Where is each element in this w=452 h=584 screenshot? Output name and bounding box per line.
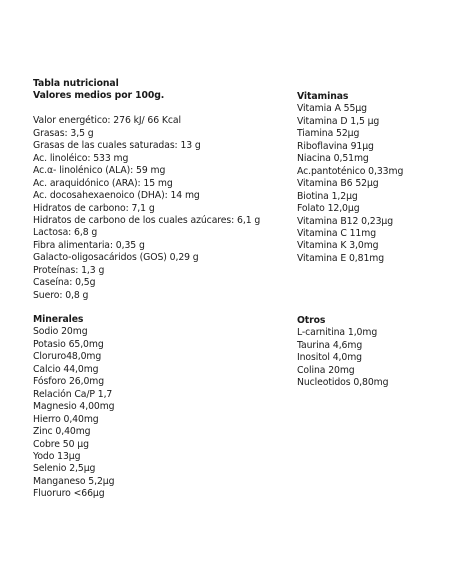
minerals-section [33, 314, 114, 501]
vitamin-item: Vitamia A 55µg [297, 103, 367, 115]
spacer [33, 103, 260, 115]
vitamin-item: Vitamina E 0,81mg [297, 252, 385, 264]
nutrition-item-ala: Ac.α- linolénico (ALA): 59 mg [33, 165, 166, 177]
vitamin-item: Folato 12,0µg [297, 203, 360, 215]
nutrition-item-protein: Proteínas: 1,3 g [33, 264, 105, 276]
vitamin-item: Biotina 1,2µg [297, 190, 358, 202]
vitamin-item: Vitamina K 3,0mg [297, 240, 379, 252]
vitamins-list [297, 103, 403, 265]
nutrition-item-carbs: Hidratos de carbono: 7,1 g [33, 202, 155, 214]
mineral-item: Selenio 2,5µg [33, 463, 96, 475]
mineral-item: Fósforo 26,0mg [33, 376, 105, 388]
nutrition-item-dha: Ac. docosahexaenoico (DHA): 14 mg [33, 190, 200, 202]
nutrition-item-sugars: Hidratos de carbono de los cuales azúcares: 6,1 g [33, 214, 261, 226]
nutrition-item-gos: Galacto-oligosacáridos (GOS) 0,29 g [33, 252, 199, 264]
other-item: Inositol 4,0mg [297, 352, 362, 364]
mineral-item: Sodio 20mg [33, 326, 88, 338]
others-list [297, 327, 388, 389]
mineral-item: Magnesio 4,00mg [33, 401, 115, 413]
mineral-item: Yodo 13µg [33, 450, 81, 462]
mineral-item: Fluoruro <66µg [33, 488, 105, 500]
nutrition-item-fiber: Fibra alimentaria: 0,35 g [33, 239, 145, 251]
vitamin-item: Riboflavina 91µg [297, 140, 374, 152]
nutrition-item-lactose: Lactosa: 6,8 g [33, 227, 98, 239]
vitamin-item: Ac.pantoténico 0,33mg [297, 165, 404, 177]
mineral-item: Calcio 44,0mg [33, 363, 99, 375]
others-title: Otros [297, 315, 326, 326]
others-section [297, 315, 388, 390]
vitamin-item: Vitamina C 11mg [297, 227, 376, 239]
mineral-item: Cloruro48,0mg [33, 351, 102, 363]
other-item: Nucleotidos 0,80mg [297, 377, 389, 389]
mineral-item: Manganeso 5,2µg [33, 475, 115, 487]
mineral-item: Zinc 0,40mg [33, 426, 91, 438]
vitamins-section [297, 91, 403, 265]
vitamin-item: Niacina 0,51mg [297, 153, 369, 165]
vitamin-item: Vitamina D 1,5 µg [297, 115, 380, 127]
mineral-item: Potasio 65,0mg [33, 338, 104, 350]
nutrition-item-linoleic: Ac. linoléico: 533 mg [33, 152, 129, 164]
vitamin-item: Vitamina B6 52µg [297, 178, 379, 190]
nutrition-list [33, 115, 260, 302]
mineral-item: Relación Ca/P 1,7 [33, 388, 113, 400]
nutrition-item-energy: Valor energético: 276 kJ/ 66 Kcal [33, 115, 181, 127]
other-item: Colina 20mg [297, 364, 355, 376]
nutrition-item-casein: Caseína: 0,5g [33, 277, 96, 289]
nutrition-title: Tabla nutricional [33, 78, 119, 89]
vitamin-item: Vitamina B12 0,23µg [297, 215, 394, 227]
nutrition-section [33, 78, 260, 302]
nutrition-subtitle: Valores medios por 100g. [33, 90, 165, 102]
vitamins-title: Vitaminas [297, 91, 349, 102]
mineral-item: Cobre 50 µg [33, 438, 89, 450]
other-item: L-carnitina 1,0mg [297, 327, 378, 339]
other-item: Taurina 4,6mg [297, 339, 363, 351]
nutrition-item-saturated-fat: Grasas de las cuales saturadas: 13 g [33, 140, 201, 152]
vitamin-item: Tiamina 52µg [297, 128, 360, 140]
nutrition-item-whey: Suero: 0,8 g [33, 289, 89, 301]
minerals-title: Minerales [33, 314, 84, 325]
minerals-list [33, 326, 114, 500]
mineral-item: Hierro 0,40mg [33, 413, 99, 425]
nutrition-item-ara: Ac. araquidónico (ARA): 15 mg [33, 177, 173, 189]
nutrition-item-fat: Grasas: 3,5 g [33, 127, 94, 139]
